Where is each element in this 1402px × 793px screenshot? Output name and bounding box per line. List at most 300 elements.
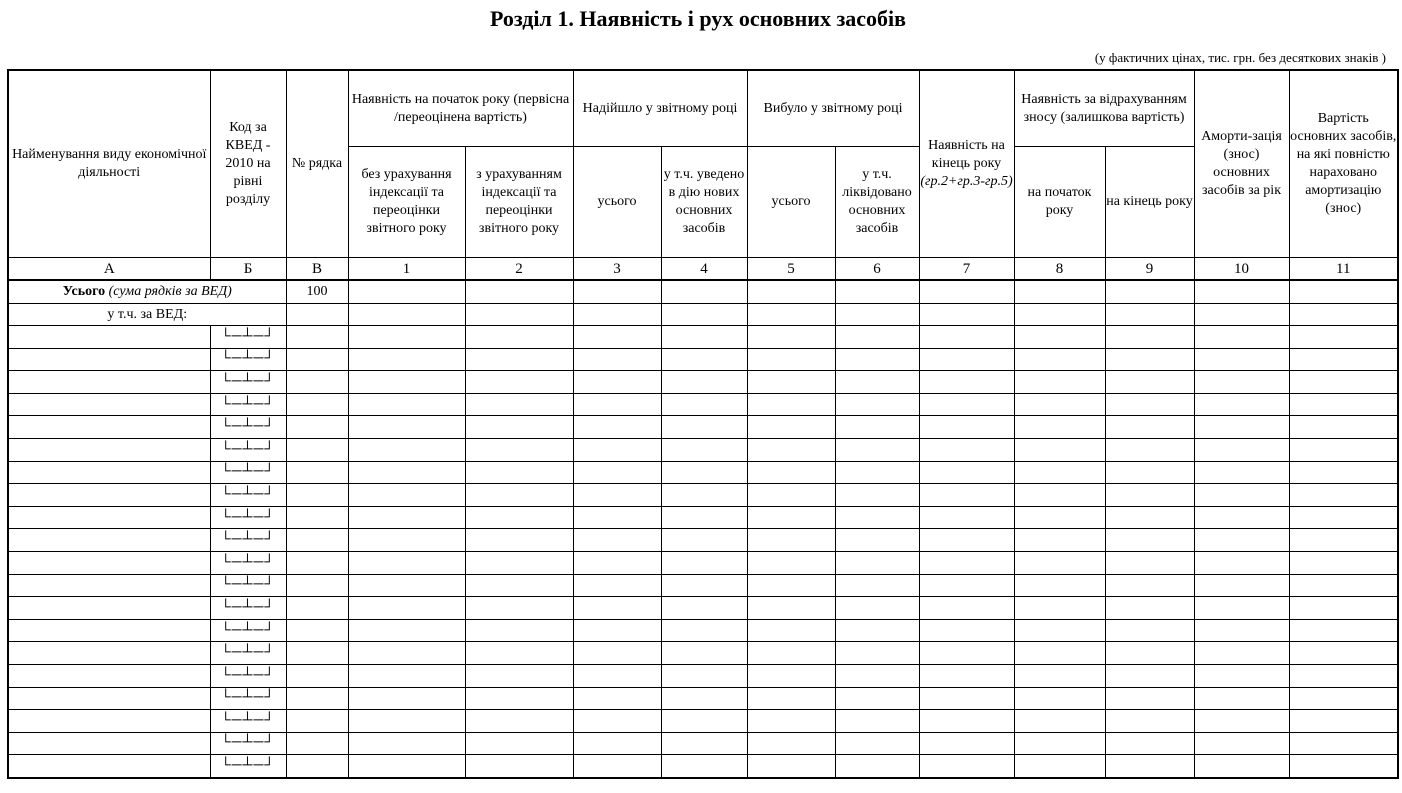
table-cell[interactable]	[747, 348, 835, 371]
kved-code-input[interactable]: └─┴─┘	[210, 597, 286, 620]
total-cell-11[interactable]	[1289, 280, 1398, 304]
table-cell[interactable]	[286, 755, 348, 778]
table-cell[interactable]	[286, 551, 348, 574]
total-cell-5[interactable]	[747, 280, 835, 304]
table-cell[interactable]	[573, 687, 661, 710]
activity-name-cell[interactable]	[8, 348, 210, 371]
table-cell[interactable]	[465, 326, 573, 349]
table-cell[interactable]	[1194, 710, 1289, 733]
table-cell[interactable]	[1014, 710, 1105, 733]
table-cell[interactable]	[1289, 393, 1398, 416]
table-cell[interactable]	[465, 393, 573, 416]
table-cell[interactable]	[661, 710, 747, 733]
table-cell[interactable]	[1194, 529, 1289, 552]
table-cell[interactable]	[747, 642, 835, 665]
table-cell[interactable]	[1014, 506, 1105, 529]
table-cell[interactable]	[661, 416, 747, 439]
sub-cell-3[interactable]	[573, 304, 661, 326]
kved-code-input[interactable]: └─┴─┘	[210, 574, 286, 597]
table-cell[interactable]	[835, 732, 919, 755]
table-cell[interactable]	[573, 732, 661, 755]
table-cell[interactable]	[1194, 506, 1289, 529]
table-cell[interactable]	[465, 619, 573, 642]
table-cell[interactable]	[1105, 755, 1194, 778]
table-cell[interactable]	[919, 732, 1014, 755]
total-cell-7[interactable]	[919, 280, 1014, 304]
table-cell[interactable]	[747, 438, 835, 461]
table-cell[interactable]	[348, 619, 465, 642]
kved-code-input[interactable]: └─┴─┘	[210, 710, 286, 733]
table-cell[interactable]	[661, 326, 747, 349]
table-cell[interactable]	[919, 597, 1014, 620]
table-cell[interactable]	[1289, 348, 1398, 371]
table-cell[interactable]	[835, 710, 919, 733]
table-cell[interactable]	[1014, 642, 1105, 665]
kved-code-input[interactable]: └─┴─┘	[210, 393, 286, 416]
table-cell[interactable]	[1105, 348, 1194, 371]
table-cell[interactable]	[573, 529, 661, 552]
table-cell[interactable]	[747, 393, 835, 416]
table-cell[interactable]	[835, 438, 919, 461]
sub-cell-2[interactable]	[465, 304, 573, 326]
table-cell[interactable]	[747, 755, 835, 778]
table-cell[interactable]	[1014, 619, 1105, 642]
table-cell[interactable]	[835, 461, 919, 484]
table-cell[interactable]	[661, 574, 747, 597]
table-cell[interactable]	[919, 574, 1014, 597]
sub-cell-5[interactable]	[747, 304, 835, 326]
table-cell[interactable]	[465, 461, 573, 484]
table-cell[interactable]	[573, 484, 661, 507]
table-cell[interactable]	[919, 506, 1014, 529]
table-cell[interactable]	[1194, 393, 1289, 416]
kved-code-input[interactable]: └─┴─┘	[210, 755, 286, 778]
kved-code-input[interactable]: └─┴─┘	[210, 326, 286, 349]
table-cell[interactable]	[747, 506, 835, 529]
table-cell[interactable]	[1105, 597, 1194, 620]
table-cell[interactable]	[1194, 551, 1289, 574]
table-cell[interactable]	[573, 371, 661, 394]
table-cell[interactable]	[286, 348, 348, 371]
table-cell[interactable]	[919, 551, 1014, 574]
table-cell[interactable]	[348, 597, 465, 620]
table-cell[interactable]	[465, 642, 573, 665]
table-cell[interactable]	[1014, 732, 1105, 755]
sub-cell-4[interactable]	[661, 304, 747, 326]
table-cell[interactable]	[348, 393, 465, 416]
table-cell[interactable]	[348, 348, 465, 371]
table-cell[interactable]	[1289, 664, 1398, 687]
table-cell[interactable]	[661, 551, 747, 574]
table-cell[interactable]	[573, 755, 661, 778]
table-cell[interactable]	[1105, 438, 1194, 461]
table-cell[interactable]	[1289, 755, 1398, 778]
table-cell[interactable]	[747, 619, 835, 642]
activity-name-cell[interactable]	[8, 687, 210, 710]
table-cell[interactable]	[835, 529, 919, 552]
table-cell[interactable]	[1194, 326, 1289, 349]
table-cell[interactable]	[348, 371, 465, 394]
activity-name-cell[interactable]	[8, 371, 210, 394]
table-cell[interactable]	[747, 371, 835, 394]
table-cell[interactable]	[661, 619, 747, 642]
table-cell[interactable]	[1105, 551, 1194, 574]
table-cell[interactable]	[286, 732, 348, 755]
table-cell[interactable]	[1105, 484, 1194, 507]
table-cell[interactable]	[919, 438, 1014, 461]
table-cell[interactable]	[1194, 597, 1289, 620]
table-cell[interactable]	[661, 484, 747, 507]
table-cell[interactable]	[286, 371, 348, 394]
kved-code-input[interactable]: └─┴─┘	[210, 416, 286, 439]
table-cell[interactable]	[573, 438, 661, 461]
table-cell[interactable]	[465, 664, 573, 687]
table-cell[interactable]	[286, 438, 348, 461]
table-cell[interactable]	[1105, 642, 1194, 665]
table-cell[interactable]	[465, 484, 573, 507]
table-cell[interactable]	[835, 755, 919, 778]
sub-cell-7[interactable]	[919, 304, 1014, 326]
table-cell[interactable]	[286, 574, 348, 597]
table-cell[interactable]	[286, 416, 348, 439]
table-cell[interactable]	[348, 506, 465, 529]
table-cell[interactable]	[286, 619, 348, 642]
kved-code-input[interactable]: └─┴─┘	[210, 484, 286, 507]
table-cell[interactable]	[919, 416, 1014, 439]
table-cell[interactable]	[1194, 484, 1289, 507]
table-cell[interactable]	[747, 551, 835, 574]
table-cell[interactable]	[835, 416, 919, 439]
table-cell[interactable]	[286, 710, 348, 733]
table-cell[interactable]	[1289, 416, 1398, 439]
table-cell[interactable]	[1289, 461, 1398, 484]
table-cell[interactable]	[1194, 642, 1289, 665]
table-cell[interactable]	[747, 710, 835, 733]
table-cell[interactable]	[919, 710, 1014, 733]
table-cell[interactable]	[348, 574, 465, 597]
table-cell[interactable]	[286, 664, 348, 687]
table-cell[interactable]	[573, 574, 661, 597]
activity-name-cell[interactable]	[8, 438, 210, 461]
total-cell-10[interactable]	[1194, 280, 1289, 304]
activity-name-cell[interactable]	[8, 732, 210, 755]
table-cell[interactable]	[747, 574, 835, 597]
sub-row-number-cell[interactable]	[286, 304, 348, 326]
table-cell[interactable]	[573, 416, 661, 439]
table-cell[interactable]	[1014, 348, 1105, 371]
table-cell[interactable]	[835, 664, 919, 687]
table-cell[interactable]	[465, 438, 573, 461]
table-cell[interactable]	[835, 506, 919, 529]
table-cell[interactable]	[835, 619, 919, 642]
table-cell[interactable]	[747, 732, 835, 755]
table-cell[interactable]	[573, 664, 661, 687]
table-cell[interactable]	[1014, 326, 1105, 349]
table-cell[interactable]	[573, 551, 661, 574]
table-cell[interactable]	[348, 529, 465, 552]
table-cell[interactable]	[465, 348, 573, 371]
table-cell[interactable]	[835, 484, 919, 507]
sub-cell-11[interactable]	[1289, 304, 1398, 326]
table-cell[interactable]	[465, 687, 573, 710]
table-cell[interactable]	[747, 484, 835, 507]
table-cell[interactable]	[465, 755, 573, 778]
table-cell[interactable]	[1014, 687, 1105, 710]
kved-code-input[interactable]: └─┴─┘	[210, 687, 286, 710]
table-cell[interactable]	[465, 506, 573, 529]
table-cell[interactable]	[1014, 529, 1105, 552]
sub-cell-9[interactable]	[1105, 304, 1194, 326]
table-cell[interactable]	[465, 574, 573, 597]
table-cell[interactable]	[1105, 461, 1194, 484]
table-cell[interactable]	[1105, 506, 1194, 529]
table-cell[interactable]	[919, 664, 1014, 687]
table-cell[interactable]	[348, 461, 465, 484]
table-cell[interactable]	[286, 484, 348, 507]
table-cell[interactable]	[661, 438, 747, 461]
kved-code-input[interactable]: └─┴─┘	[210, 438, 286, 461]
table-cell[interactable]	[835, 574, 919, 597]
table-cell[interactable]	[1289, 619, 1398, 642]
table-cell[interactable]	[1194, 438, 1289, 461]
sub-cell-1[interactable]	[348, 304, 465, 326]
activity-name-cell[interactable]	[8, 755, 210, 778]
table-cell[interactable]	[1014, 755, 1105, 778]
kved-code-input[interactable]: └─┴─┘	[210, 506, 286, 529]
kved-code-input[interactable]: └─┴─┘	[210, 371, 286, 394]
table-cell[interactable]	[1289, 506, 1398, 529]
table-cell[interactable]	[1014, 574, 1105, 597]
table-cell[interactable]	[1105, 393, 1194, 416]
table-cell[interactable]	[348, 664, 465, 687]
table-cell[interactable]	[835, 597, 919, 620]
table-cell[interactable]	[573, 461, 661, 484]
kved-code-input[interactable]: └─┴─┘	[210, 348, 286, 371]
kved-code-input[interactable]: └─┴─┘	[210, 732, 286, 755]
table-cell[interactable]	[835, 642, 919, 665]
table-cell[interactable]	[661, 529, 747, 552]
activity-name-cell[interactable]	[8, 710, 210, 733]
total-cell-9[interactable]	[1105, 280, 1194, 304]
table-cell[interactable]	[573, 506, 661, 529]
table-cell[interactable]	[1014, 371, 1105, 394]
table-cell[interactable]	[919, 755, 1014, 778]
activity-name-cell[interactable]	[8, 529, 210, 552]
table-cell[interactable]	[919, 348, 1014, 371]
table-cell[interactable]	[348, 755, 465, 778]
table-cell[interactable]	[747, 687, 835, 710]
activity-name-cell[interactable]	[8, 484, 210, 507]
table-cell[interactable]	[573, 348, 661, 371]
table-cell[interactable]	[1105, 687, 1194, 710]
table-cell[interactable]	[661, 687, 747, 710]
table-cell[interactable]	[835, 348, 919, 371]
table-cell[interactable]	[1194, 371, 1289, 394]
table-cell[interactable]	[919, 326, 1014, 349]
sub-cell-10[interactable]	[1194, 304, 1289, 326]
table-cell[interactable]	[1194, 664, 1289, 687]
table-cell[interactable]	[1289, 551, 1398, 574]
table-cell[interactable]	[1105, 326, 1194, 349]
table-cell[interactable]	[919, 529, 1014, 552]
table-cell[interactable]	[1194, 619, 1289, 642]
table-cell[interactable]	[1014, 484, 1105, 507]
table-cell[interactable]	[661, 371, 747, 394]
table-cell[interactable]	[1014, 393, 1105, 416]
table-cell[interactable]	[573, 619, 661, 642]
table-cell[interactable]	[661, 642, 747, 665]
table-cell[interactable]	[348, 687, 465, 710]
table-cell[interactable]	[835, 371, 919, 394]
table-cell[interactable]	[573, 710, 661, 733]
table-cell[interactable]	[286, 506, 348, 529]
table-cell[interactable]	[286, 326, 348, 349]
table-cell[interactable]	[919, 371, 1014, 394]
total-cell-3[interactable]	[573, 280, 661, 304]
table-cell[interactable]	[1014, 461, 1105, 484]
table-cell[interactable]	[747, 461, 835, 484]
total-cell-6[interactable]	[835, 280, 919, 304]
table-cell[interactable]	[286, 529, 348, 552]
table-cell[interactable]	[348, 484, 465, 507]
table-cell[interactable]	[1105, 619, 1194, 642]
table-cell[interactable]	[1289, 710, 1398, 733]
table-cell[interactable]	[747, 326, 835, 349]
activity-name-cell[interactable]	[8, 619, 210, 642]
table-cell[interactable]	[1014, 551, 1105, 574]
table-cell[interactable]	[661, 755, 747, 778]
table-cell[interactable]	[835, 551, 919, 574]
kved-code-input[interactable]: └─┴─┘	[210, 551, 286, 574]
table-cell[interactable]	[1105, 416, 1194, 439]
total-cell-1[interactable]	[348, 280, 465, 304]
table-cell[interactable]	[919, 687, 1014, 710]
activity-name-cell[interactable]	[8, 461, 210, 484]
table-cell[interactable]	[573, 642, 661, 665]
activity-name-cell[interactable]	[8, 551, 210, 574]
total-cell-8[interactable]	[1014, 280, 1105, 304]
table-cell[interactable]	[1194, 416, 1289, 439]
table-cell[interactable]	[1289, 642, 1398, 665]
table-cell[interactable]	[1194, 348, 1289, 371]
table-cell[interactable]	[348, 416, 465, 439]
table-cell[interactable]	[1105, 574, 1194, 597]
table-cell[interactable]	[348, 551, 465, 574]
activity-name-cell[interactable]	[8, 393, 210, 416]
table-cell[interactable]	[919, 461, 1014, 484]
table-cell[interactable]	[1289, 529, 1398, 552]
table-cell[interactable]	[1105, 710, 1194, 733]
table-cell[interactable]	[661, 732, 747, 755]
table-cell[interactable]	[1105, 529, 1194, 552]
table-cell[interactable]	[286, 687, 348, 710]
table-cell[interactable]	[1105, 664, 1194, 687]
table-cell[interactable]	[348, 438, 465, 461]
total-cell-4[interactable]	[661, 280, 747, 304]
table-cell[interactable]	[348, 326, 465, 349]
table-cell[interactable]	[1014, 664, 1105, 687]
activity-name-cell[interactable]	[8, 597, 210, 620]
table-cell[interactable]	[919, 642, 1014, 665]
table-cell[interactable]	[1289, 484, 1398, 507]
table-cell[interactable]	[286, 597, 348, 620]
table-cell[interactable]	[465, 551, 573, 574]
table-cell[interactable]	[1014, 597, 1105, 620]
table-cell[interactable]	[747, 664, 835, 687]
table-cell[interactable]	[661, 393, 747, 416]
table-cell[interactable]	[1105, 732, 1194, 755]
sub-cell-6[interactable]	[835, 304, 919, 326]
activity-name-cell[interactable]	[8, 574, 210, 597]
table-cell[interactable]	[1289, 597, 1398, 620]
kved-code-input[interactable]: └─┴─┘	[210, 461, 286, 484]
kved-code-input[interactable]: └─┴─┘	[210, 619, 286, 642]
table-cell[interactable]	[465, 371, 573, 394]
table-cell[interactable]	[1194, 732, 1289, 755]
table-cell[interactable]	[661, 664, 747, 687]
kved-code-input[interactable]: └─┴─┘	[210, 529, 286, 552]
table-cell[interactable]	[1289, 574, 1398, 597]
table-cell[interactable]	[919, 484, 1014, 507]
table-cell[interactable]	[1289, 732, 1398, 755]
table-cell[interactable]	[465, 710, 573, 733]
table-cell[interactable]	[1105, 371, 1194, 394]
table-cell[interactable]	[661, 597, 747, 620]
activity-name-cell[interactable]	[8, 506, 210, 529]
table-cell[interactable]	[1194, 755, 1289, 778]
table-cell[interactable]	[661, 461, 747, 484]
table-cell[interactable]	[348, 732, 465, 755]
table-cell[interactable]	[1289, 687, 1398, 710]
activity-name-cell[interactable]	[8, 642, 210, 665]
table-cell[interactable]	[747, 416, 835, 439]
table-cell[interactable]	[573, 326, 661, 349]
table-cell[interactable]	[573, 393, 661, 416]
table-cell[interactable]	[1289, 371, 1398, 394]
table-cell[interactable]	[835, 687, 919, 710]
activity-name-cell[interactable]	[8, 664, 210, 687]
table-cell[interactable]	[747, 529, 835, 552]
table-cell[interactable]	[465, 732, 573, 755]
table-cell[interactable]	[573, 597, 661, 620]
kved-code-input[interactable]: └─┴─┘	[210, 664, 286, 687]
table-cell[interactable]	[286, 642, 348, 665]
table-cell[interactable]	[465, 529, 573, 552]
table-cell[interactable]	[1194, 461, 1289, 484]
table-cell[interactable]	[1194, 574, 1289, 597]
activity-name-cell[interactable]	[8, 416, 210, 439]
sub-cell-8[interactable]	[1014, 304, 1105, 326]
table-cell[interactable]	[1194, 687, 1289, 710]
table-cell[interactable]	[465, 597, 573, 620]
kved-code-input[interactable]: └─┴─┘	[210, 642, 286, 665]
table-cell[interactable]	[348, 710, 465, 733]
activity-name-cell[interactable]	[8, 326, 210, 349]
table-cell[interactable]	[1289, 438, 1398, 461]
table-cell[interactable]	[919, 393, 1014, 416]
table-cell[interactable]	[835, 393, 919, 416]
table-cell[interactable]	[835, 326, 919, 349]
table-cell[interactable]	[465, 416, 573, 439]
table-cell[interactable]	[1014, 438, 1105, 461]
table-cell[interactable]	[348, 642, 465, 665]
table-cell[interactable]	[286, 393, 348, 416]
table-cell[interactable]	[661, 506, 747, 529]
table-cell[interactable]	[1289, 326, 1398, 349]
table-cell[interactable]	[747, 597, 835, 620]
table-cell[interactable]	[286, 461, 348, 484]
total-cell-2[interactable]	[465, 280, 573, 304]
